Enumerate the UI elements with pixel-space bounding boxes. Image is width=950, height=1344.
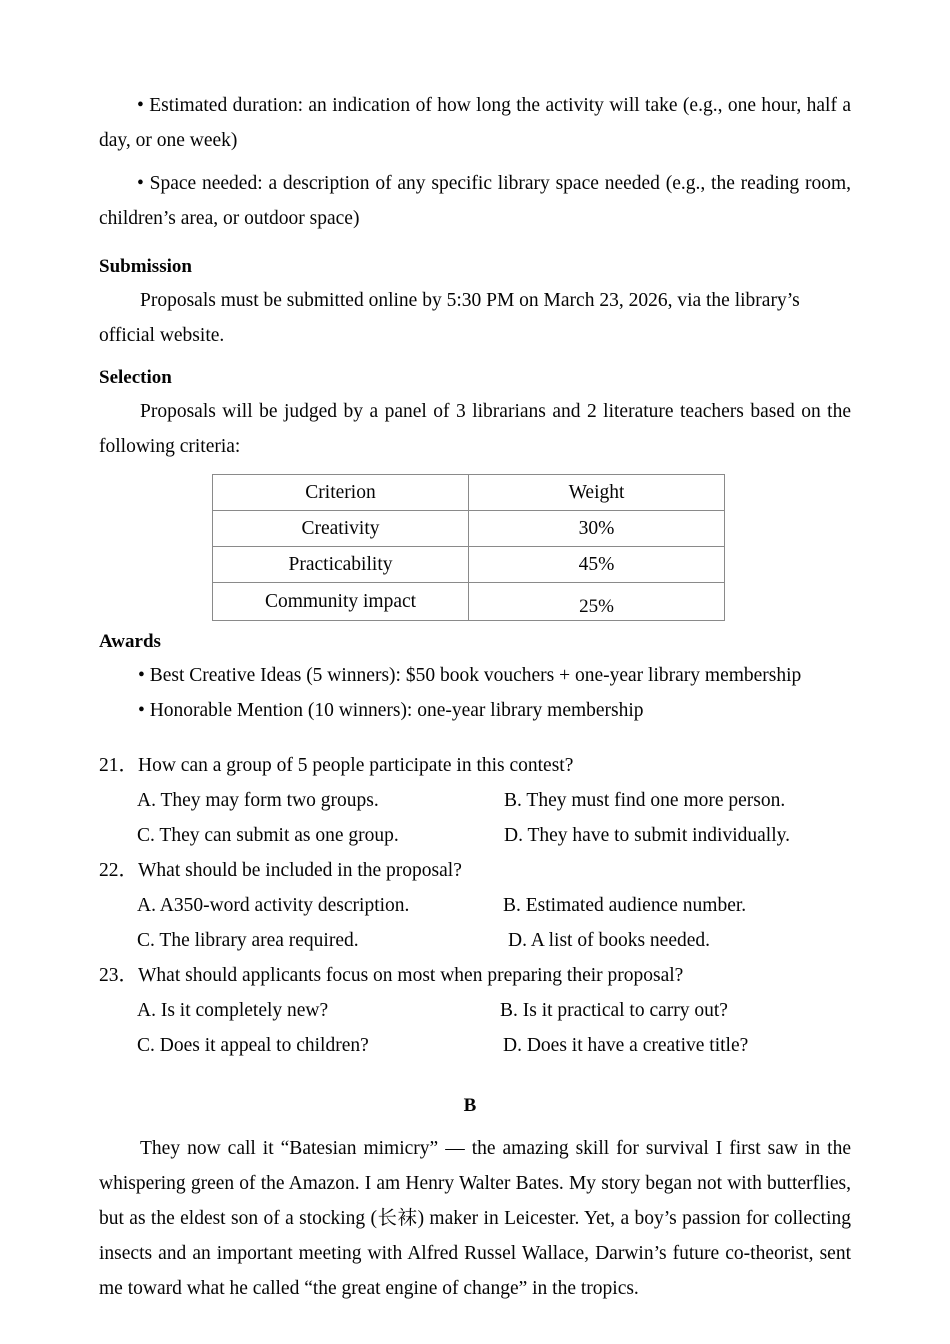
question-23-options-row-1 (99, 993, 851, 1028)
question-21-number: 21． (99, 755, 139, 776)
question-22-option-b[interactable]: B. Estimated audience number. (503, 895, 747, 916)
submission-heading: Submission (99, 256, 192, 277)
question-21-option-b[interactable]: B. They must find one more person. (504, 790, 786, 811)
table-row (213, 583, 725, 621)
criterion-weight: 45% (469, 547, 725, 583)
question-22-stem (99, 853, 851, 888)
question-21-options-row-1 (99, 783, 851, 818)
question-22-option-d[interactable]: D. A list of books needed. (508, 930, 711, 951)
question-23-option-c[interactable]: C. Does it appeal to children? (137, 1035, 369, 1056)
question-21-option-a[interactable]: A. They may form two groups. (137, 790, 379, 811)
question-21-text: How can a group of 5 people participate in this contest? (138, 755, 574, 776)
question-23-number: 23． (99, 965, 139, 986)
question-22-options-row-2 (99, 923, 851, 958)
criteria-table-wrapper (99, 474, 851, 621)
proposal-bullet-space: • Space needed: a description of any specific library space needed (e.g., the reading room, children’s area, or outdoor space) (99, 173, 851, 229)
awards-heading: Awards (99, 631, 161, 652)
proposal-bullet-duration: • Estimated duration: an indication of how long the activity will take (e.g., one hour, half a day, or one week) (99, 95, 851, 151)
table-header-weight: Weight (469, 475, 725, 511)
question-21-options-row-2 (99, 818, 851, 853)
criterion-name: Creativity (213, 511, 469, 547)
table-header-row (213, 475, 725, 511)
question-21 (99, 748, 851, 853)
page-content (99, 88, 851, 1306)
part-b-passage: They now call it “Batesian mimicry” — the amazing skill for survival I first saw in the whispering green of the Amazon. I am Henry Walter Bates. My story began not with butterflies, but as the eldest son of a stocking (长袜) maker in Leicester. Yet, a boy’s passion for collecting insects and an important meeting with Alfred Russel Wallace, Darwin’s future co-theorist, sent me toward what he called “the great engine of change” in the tropics. (99, 1138, 851, 1299)
question-22-option-c[interactable]: C. The library area required. (137, 930, 359, 951)
table-header-criterion: Criterion (213, 475, 469, 511)
criterion-name: Community impact (213, 583, 469, 621)
question-21-option-c[interactable]: C. They can submit as one group. (137, 825, 399, 846)
table-row (213, 511, 725, 547)
question-23-options-row-2 (99, 1028, 851, 1063)
submission-text: Proposals must be submitted online by 5:30 PM on March 23, 2026, via the library’s official website. (99, 290, 800, 346)
question-21-option-d[interactable]: D. They have to submit individually. (504, 825, 790, 846)
question-22-option-a[interactable]: A. A350-word activity description. (137, 895, 410, 916)
question-22-options-row-1 (99, 888, 851, 923)
question-23-stem (99, 958, 851, 993)
question-23 (99, 958, 851, 1063)
part-b-label: B (463, 1095, 477, 1116)
question-23-option-a[interactable]: A. Is it completely new? (137, 1000, 329, 1021)
criterion-weight: 25% (469, 583, 725, 621)
selection-text: Proposals will be judged by a panel of 3 librarians and 2 literature teachers based on the following criteria: (99, 401, 851, 457)
award-item-honorable-mention: • Honorable Mention (10 winners): one-year library membership (138, 700, 644, 721)
award-item-best-creative: • Best Creative Ideas (5 winners): $50 book vouchers + one-year library membership (138, 665, 802, 686)
selection-heading: Selection (99, 367, 172, 388)
question-23-option-b[interactable]: B. Is it practical to carry out? (500, 1000, 728, 1021)
question-22-text: What should be included in the proposal? (138, 860, 462, 881)
question-22 (99, 853, 851, 958)
question-23-option-d[interactable]: D. Does it have a creative title? (503, 1035, 749, 1056)
criteria-table (212, 474, 725, 621)
question-21-stem (99, 748, 851, 783)
criterion-name: Practicability (213, 547, 469, 583)
question-22-number: 22． (99, 860, 139, 881)
criterion-weight: 30% (469, 511, 725, 547)
question-23-text: What should applicants focus on most when preparing their proposal? (138, 965, 684, 986)
table-row (213, 547, 725, 583)
